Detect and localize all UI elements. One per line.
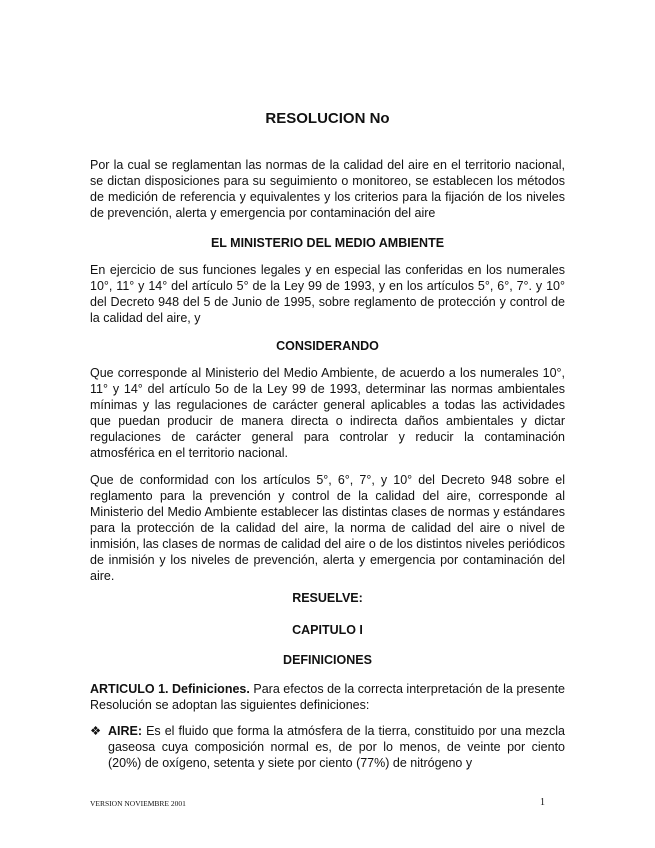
definition-item-aire	[90, 723, 565, 771]
powers-paragraph: En ejercicio de sus funciones legales y en especial las conferidas en los numerales 10°, 11° y 14° del artículo 5° de la Ley 99 de 1993, y en los artículos 5°, 6°, 7°. y 10° del Decreto 948 del 5 de Junio de 1995, sobre reglamento de protección y control de la calidad del aire, y	[90, 263, 565, 325]
issuer-heading: EL MINISTERIO DEL MEDIO AMBIENTE	[210, 236, 445, 250]
chapter-heading: CAPITULO I	[292, 623, 363, 637]
article-1-text: Para efectos de la correcta interpretación de la presente Resolución se adoptan las siguientes definiciones:	[90, 682, 566, 712]
considerando-heading: CONSIDERANDO	[276, 339, 379, 353]
footer-version: VERSION NOVIEMBRE 2001	[90, 799, 186, 808]
article-1-paragraph	[90, 681, 565, 713]
definition-term: AIRE:	[108, 724, 143, 738]
resolution-title: RESOLUCION No	[265, 110, 390, 127]
page-number: 1	[540, 797, 545, 808]
diamond-bullet-icon: ❖	[90, 724, 102, 738]
definition-text	[108, 723, 565, 771]
considerando-paragraph-2: Que de conformidad con los artículos 5°, 6°, 7°, y 10° del Decreto 948 sobre el reglamento para la prevención y control de la calidad del aire, corresponde al Ministerio del Medio Ambiente establecer las distintas clases de normas y estándares para la protección de la calidad del aire, la norma de calidad del aire o nivel de inmisión, las clases de normas de calidad del aire o de los distintos niveles periódicos de inmisión y los niveles de prevención, alerta y emergencia por contaminación del aire.	[90, 473, 565, 583]
intro-paragraph: Por la cual se reglamentan las normas de la calidad del aire en el territorio nacional, se dictan disposiciones para su seguimiento o monitoreo, se establecen los métodos de medición de referencia y equivalentes y los criterios para la fijación de los niveles de prevención, alerta y emergencia por contaminación del aire	[90, 158, 565, 220]
article-1-label: ARTICULO 1. Definiciones.	[90, 682, 250, 696]
definition-body: Es el fluido que forma la atmósfera de la tierra, constituido por una mezcla gaseosa cuya composición normal es, de por lo menos, de veinte por ciento (20%) de oxígeno, setenta y siete por ciento (77%) de nitrógeno y	[108, 724, 565, 770]
definitions-heading: DEFINICIONES	[283, 653, 372, 667]
considerando-paragraph-1: Que corresponde al Ministerio del Medio Ambiente, de acuerdo a los numerales 10°, 11° y 14° del artículo 5o de la Ley 99 de 1993, determinar las normas ambientales mínimas y las regulaciones de carácter general aplicables a todas las actividades que puedan producir de manera directa o indirecta daños ambientales y dictar regulaciones de carácter general para controlar y reducir la contaminación atmosférica en el territorio nacional.	[90, 366, 565, 460]
resuelve-heading: RESUELVE:	[292, 591, 363, 605]
